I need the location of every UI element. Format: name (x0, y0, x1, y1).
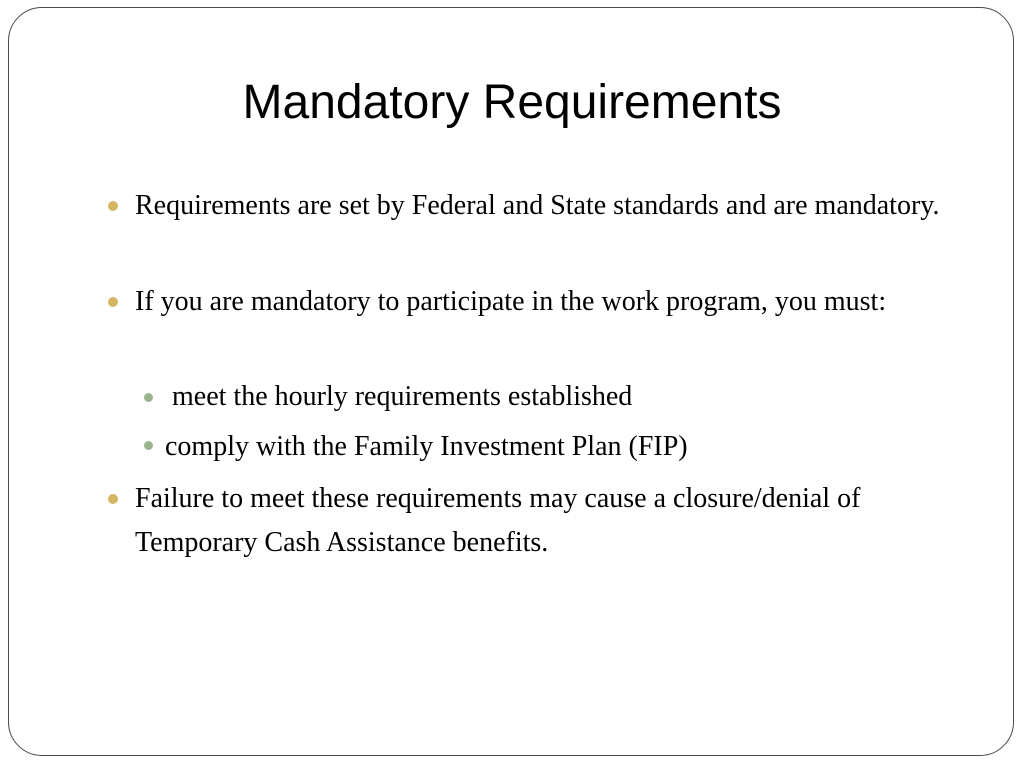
sub-bullet-text: comply with the Family Investment Plan (FIP) (165, 431, 688, 462)
sub-bullet-dot-icon (144, 441, 153, 450)
bullet-text: If you are mandatory to participate in the work program, you must: (135, 286, 887, 317)
bullet-dot-icon (108, 201, 118, 211)
bullet-text: Failure to meet these requirements may cause a closure/denial of Temporary Cash Assistance benefits. (135, 483, 861, 558)
sub-bullet-text: meet the hourly requirements established (165, 381, 633, 412)
bullet-dot-icon (108, 297, 118, 307)
bullet-text: Requirements are set by Federal and State standards and are mandatory. (135, 190, 940, 221)
slide-title: Mandatory Requirements (242, 76, 782, 129)
sub-bullet-dot-icon (144, 393, 153, 402)
bullet-dot-icon (108, 494, 118, 504)
